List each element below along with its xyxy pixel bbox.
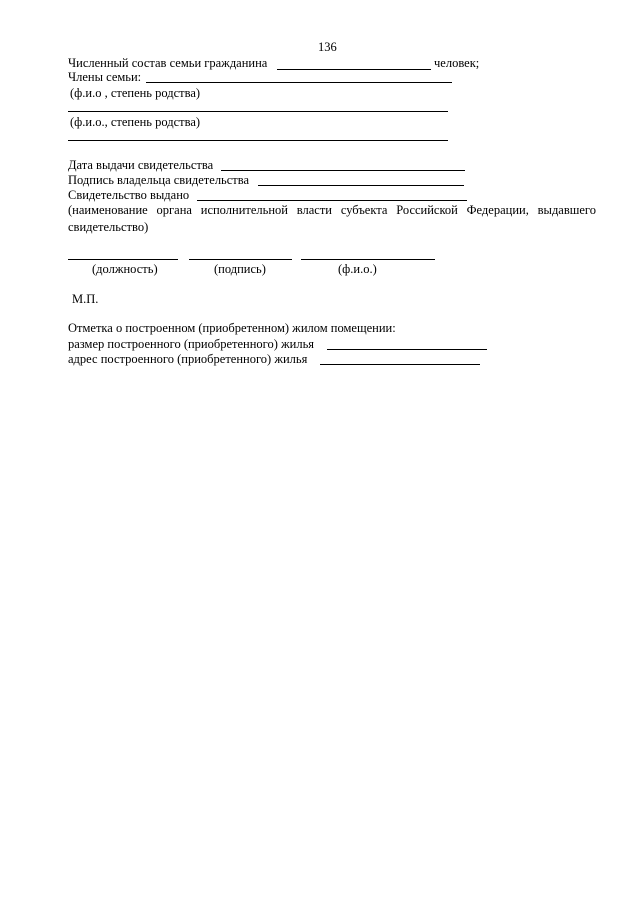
- housing-address-label: адрес построенного (приобретенного) жилья: [68, 352, 308, 366]
- owner-signature-label: Подпись владельца свидетельства: [68, 173, 250, 187]
- signature-caption: (подпись): [214, 262, 266, 276]
- issuer-hint: (наименование органа исполнительной власти субъекта Российской Федерации, выдавшего свидетельство): [68, 203, 596, 234]
- position-caption: (должность): [92, 262, 158, 276]
- housing-address-field[interactable]: [320, 364, 480, 365]
- family-members-label: Члены семьи:: [68, 70, 142, 84]
- family-member-line-3[interactable]: [68, 140, 448, 141]
- position-line[interactable]: [68, 259, 178, 260]
- name-line[interactable]: [301, 259, 435, 260]
- issue-date-field[interactable]: [221, 170, 465, 171]
- family-count-field[interactable]: [277, 69, 431, 70]
- page-number: 136: [318, 40, 337, 54]
- family-count-suffix: человек;: [434, 56, 480, 70]
- issue-date-label: Дата выдачи свидетельства: [68, 158, 214, 172]
- stamp-place: М.П.: [72, 292, 99, 306]
- family-member-hint-1: (ф.и.о , степень родства): [70, 86, 201, 100]
- issued-by-field[interactable]: [197, 200, 467, 201]
- housing-size-field[interactable]: [327, 349, 487, 350]
- housing-heading: Отметка о построенном (приобретенном) жилом помещении:: [68, 321, 396, 335]
- name-caption: (ф.и.о.): [338, 262, 377, 276]
- family-count-label: Численный состав семьи гражданина: [68, 56, 268, 70]
- signature-line[interactable]: [189, 259, 292, 260]
- family-member-line-2[interactable]: [68, 111, 448, 112]
- housing-size-label: размер построенного (приобретенного) жилья: [68, 337, 315, 351]
- owner-signature-field[interactable]: [258, 185, 464, 186]
- family-members-field[interactable]: [146, 82, 452, 83]
- issued-by-label: Свидетельство выдано: [68, 188, 190, 202]
- family-member-hint-2: (ф.и.о., степень родства): [70, 115, 201, 129]
